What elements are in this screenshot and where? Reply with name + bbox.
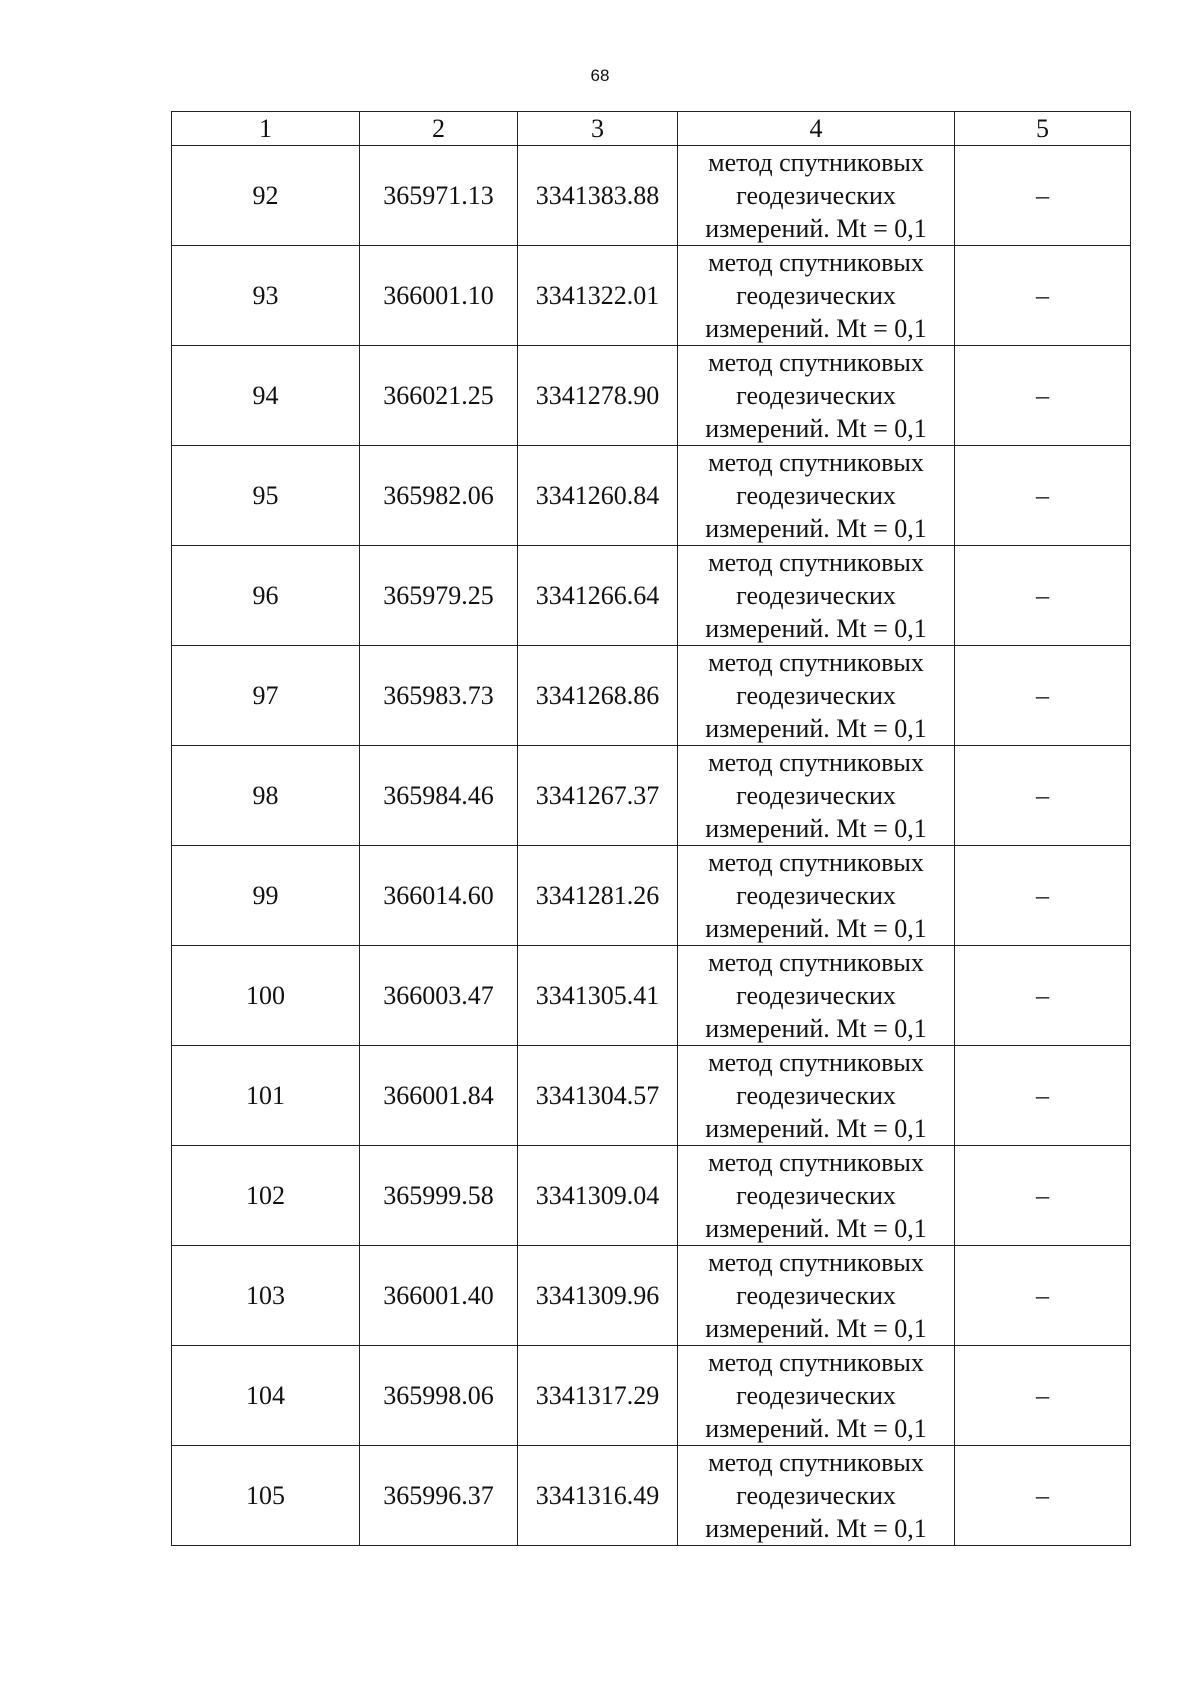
note-cell xyxy=(955,1246,1131,1346)
note-cell xyxy=(955,1046,1131,1146)
point-number-cell xyxy=(172,346,360,446)
y-coordinate-cell-text: 3341281.26 xyxy=(535,880,660,910)
point-number-cell-text: 93 xyxy=(252,280,279,310)
table-body xyxy=(172,146,1131,1546)
x-coordinate-cell-text: 365996.37 xyxy=(383,1480,494,1510)
note-cell xyxy=(955,146,1131,246)
note-cell xyxy=(955,546,1131,646)
x-coordinate-cell xyxy=(360,346,518,446)
method-cell-text: метод спутниковых геодезических измерений. Mt = 0,1 xyxy=(705,548,927,643)
note-cell-text: – xyxy=(1036,780,1049,810)
x-coordinate-cell-text: 366003.47 xyxy=(383,980,494,1010)
table-row xyxy=(172,146,1131,246)
method-cell-text: метод спутниковых геодезических измерений. Mt = 0,1 xyxy=(705,648,927,743)
point-number-cell xyxy=(172,246,360,346)
point-number-cell xyxy=(172,1446,360,1546)
note-cell-text: – xyxy=(1036,1480,1049,1510)
y-coordinate-cell-text: 3341309.04 xyxy=(535,1180,660,1210)
point-number-cell xyxy=(172,646,360,746)
y-coordinate-cell-text: 3341317.29 xyxy=(535,1380,660,1410)
x-coordinate-cell-text: 366021.25 xyxy=(383,380,494,410)
x-coordinate-cell-text: 366001.40 xyxy=(383,1280,494,1310)
point-number-cell-text: 103 xyxy=(246,1280,285,1310)
point-number-cell-text: 99 xyxy=(252,880,279,910)
x-coordinate-cell-text: 366001.84 xyxy=(383,1080,494,1110)
x-coordinate-cell xyxy=(360,1246,518,1346)
y-coordinate-cell xyxy=(518,446,678,546)
note-cell-text: – xyxy=(1036,1380,1049,1410)
point-number-cell xyxy=(172,1146,360,1246)
point-number-cell xyxy=(172,446,360,546)
x-coordinate-cell xyxy=(360,946,518,1046)
x-coordinate-cell xyxy=(360,1146,518,1246)
table-row xyxy=(172,1146,1131,1246)
y-coordinate-cell-text: 3341268.86 xyxy=(535,680,660,710)
point-number-cell-text: 96 xyxy=(252,580,279,610)
x-coordinate-cell-text: 365982.06 xyxy=(383,480,494,510)
y-coordinate-cell xyxy=(518,1446,678,1546)
point-number-cell-text: 100 xyxy=(246,980,285,1010)
table-header-row xyxy=(172,112,1131,146)
y-coordinate-cell-text: 3341278.90 xyxy=(535,380,660,410)
x-coordinate-cell-text: 365971.13 xyxy=(383,180,494,210)
method-cell xyxy=(678,246,955,346)
note-cell xyxy=(955,446,1131,546)
x-coordinate-cell-text: 365983.73 xyxy=(383,680,494,710)
table-row xyxy=(172,646,1131,746)
x-coordinate-cell xyxy=(360,546,518,646)
y-coordinate-cell xyxy=(518,1046,678,1146)
y-coordinate-cell xyxy=(518,146,678,246)
x-coordinate-cell-text: 366001.10 xyxy=(383,280,494,310)
table-row xyxy=(172,246,1131,346)
point-number-cell xyxy=(172,146,360,246)
y-coordinate-cell xyxy=(518,1146,678,1246)
method-cell xyxy=(678,146,955,246)
table-row xyxy=(172,1446,1131,1546)
x-coordinate-cell xyxy=(360,246,518,346)
method-cell xyxy=(678,846,955,946)
table-row xyxy=(172,846,1131,946)
column-header-3: 3 xyxy=(518,112,678,146)
method-cell xyxy=(678,446,955,546)
x-coordinate-cell-text: 365984.46 xyxy=(383,780,494,810)
method-cell-text: метод спутниковых геодезических измерений. Mt = 0,1 xyxy=(705,348,927,443)
x-coordinate-cell-text: 366014.60 xyxy=(383,880,494,910)
point-number-cell-text: 101 xyxy=(246,1080,285,1110)
x-coordinate-cell xyxy=(360,146,518,246)
table-row xyxy=(172,1046,1131,1146)
method-cell xyxy=(678,1146,955,1246)
method-cell xyxy=(678,346,955,446)
y-coordinate-cell xyxy=(518,746,678,846)
method-cell xyxy=(678,946,955,1046)
method-cell xyxy=(678,746,955,846)
y-coordinate-cell-text: 3341305.41 xyxy=(535,980,660,1010)
point-number-cell-text: 105 xyxy=(246,1480,285,1510)
column-header-4: 4 xyxy=(678,112,955,146)
table-row xyxy=(172,746,1131,846)
y-coordinate-cell xyxy=(518,846,678,946)
y-coordinate-cell xyxy=(518,646,678,746)
x-coordinate-cell-text: 365998.06 xyxy=(383,1380,494,1410)
method-cell-text: метод спутниковых геодезических измерений. Mt = 0,1 xyxy=(705,1348,927,1443)
table-row xyxy=(172,346,1131,446)
point-number-cell xyxy=(172,1346,360,1446)
method-cell-text: метод спутниковых геодезических измерений. Mt = 0,1 xyxy=(705,448,927,543)
x-coordinate-cell-text: 365979.25 xyxy=(383,580,494,610)
x-coordinate-cell xyxy=(360,646,518,746)
x-coordinate-cell-text: 365999.58 xyxy=(383,1180,494,1210)
method-cell-text: метод спутниковых геодезических измерений. Mt = 0,1 xyxy=(705,1048,927,1143)
note-cell-text: – xyxy=(1036,880,1049,910)
method-cell xyxy=(678,1046,955,1146)
point-number-cell-text: 98 xyxy=(252,780,279,810)
table-row xyxy=(172,1246,1131,1346)
note-cell-text: – xyxy=(1036,180,1049,210)
method-cell-text: метод спутниковых геодезических измерений. Mt = 0,1 xyxy=(705,1448,927,1543)
note-cell xyxy=(955,1446,1131,1546)
point-number-cell-text: 104 xyxy=(246,1380,285,1410)
method-cell xyxy=(678,546,955,646)
column-header-1: 1 xyxy=(172,112,360,146)
y-coordinate-cell xyxy=(518,346,678,446)
note-cell xyxy=(955,746,1131,846)
note-cell xyxy=(955,1346,1131,1446)
method-cell-text: метод спутниковых геодезических измерений. Mt = 0,1 xyxy=(705,948,927,1043)
y-coordinate-cell xyxy=(518,246,678,346)
point-number-cell-text: 92 xyxy=(252,180,279,210)
table-row xyxy=(172,1346,1131,1446)
method-cell-text: метод спутниковых геодезических измерений. Mt = 0,1 xyxy=(705,748,927,843)
note-cell-text: – xyxy=(1036,680,1049,710)
point-number-cell xyxy=(172,546,360,646)
y-coordinate-cell-text: 3341304.57 xyxy=(535,1080,660,1110)
point-number-cell xyxy=(172,1246,360,1346)
note-cell xyxy=(955,1146,1131,1246)
method-cell xyxy=(678,1246,955,1346)
method-cell-text: метод спутниковых геодезических измерений. Mt = 0,1 xyxy=(705,1148,927,1243)
note-cell-text: – xyxy=(1036,580,1049,610)
note-cell-text: – xyxy=(1036,480,1049,510)
method-cell xyxy=(678,646,955,746)
y-coordinate-cell xyxy=(518,1346,678,1446)
note-cell-text: – xyxy=(1036,1280,1049,1310)
point-number-cell-text: 97 xyxy=(252,680,279,710)
table-row xyxy=(172,546,1131,646)
y-coordinate-cell-text: 3341266.64 xyxy=(535,580,660,610)
method-cell-text: метод спутниковых геодезических измерений. Mt = 0,1 xyxy=(705,1248,927,1343)
note-cell-text: – xyxy=(1036,1080,1049,1110)
point-number-cell-text: 95 xyxy=(252,480,279,510)
x-coordinate-cell xyxy=(360,1446,518,1546)
y-coordinate-cell-text: 3341383.88 xyxy=(535,180,660,210)
table-row xyxy=(172,446,1131,546)
x-coordinate-cell xyxy=(360,1346,518,1446)
method-cell-text: метод спутниковых геодезических измерений. Mt = 0,1 xyxy=(705,848,927,943)
note-cell xyxy=(955,246,1131,346)
page-number: 68 xyxy=(590,66,610,85)
method-cell-text: метод спутниковых геодезических измерений. Mt = 0,1 xyxy=(705,248,927,343)
note-cell xyxy=(955,346,1131,446)
note-cell xyxy=(955,846,1131,946)
x-coordinate-cell xyxy=(360,1046,518,1146)
point-number-cell xyxy=(172,846,360,946)
method-cell xyxy=(678,1446,955,1546)
y-coordinate-cell xyxy=(518,946,678,1046)
column-header-5: 5 xyxy=(955,112,1131,146)
point-number-cell-text: 102 xyxy=(246,1180,285,1210)
note-cell xyxy=(955,646,1131,746)
y-coordinate-cell-text: 3341267.37 xyxy=(535,780,660,810)
x-coordinate-cell xyxy=(360,846,518,946)
note-cell xyxy=(955,946,1131,1046)
table-row xyxy=(172,946,1131,1046)
point-number-cell xyxy=(172,946,360,1046)
y-coordinate-cell xyxy=(518,1246,678,1346)
point-number-cell xyxy=(172,1046,360,1146)
y-coordinate-cell-text: 3341309.96 xyxy=(535,1280,660,1310)
y-coordinate-cell-text: 3341316.49 xyxy=(535,1480,660,1510)
point-number-cell-text: 94 xyxy=(252,380,279,410)
x-coordinate-cell xyxy=(360,446,518,546)
y-coordinate-cell xyxy=(518,546,678,646)
note-cell-text: – xyxy=(1036,1180,1049,1210)
coordinates-table xyxy=(171,111,1131,1546)
point-number-cell xyxy=(172,746,360,846)
y-coordinate-cell-text: 3341322.01 xyxy=(535,280,660,310)
column-header-2: 2 xyxy=(360,112,518,146)
method-cell xyxy=(678,1346,955,1446)
note-cell-text: – xyxy=(1036,280,1049,310)
note-cell-text: – xyxy=(1036,380,1049,410)
method-cell-text: метод спутниковых геодезических измерений. Mt = 0,1 xyxy=(705,148,927,243)
x-coordinate-cell xyxy=(360,746,518,846)
y-coordinate-cell-text: 3341260.84 xyxy=(535,480,660,510)
note-cell-text: – xyxy=(1036,980,1049,1010)
